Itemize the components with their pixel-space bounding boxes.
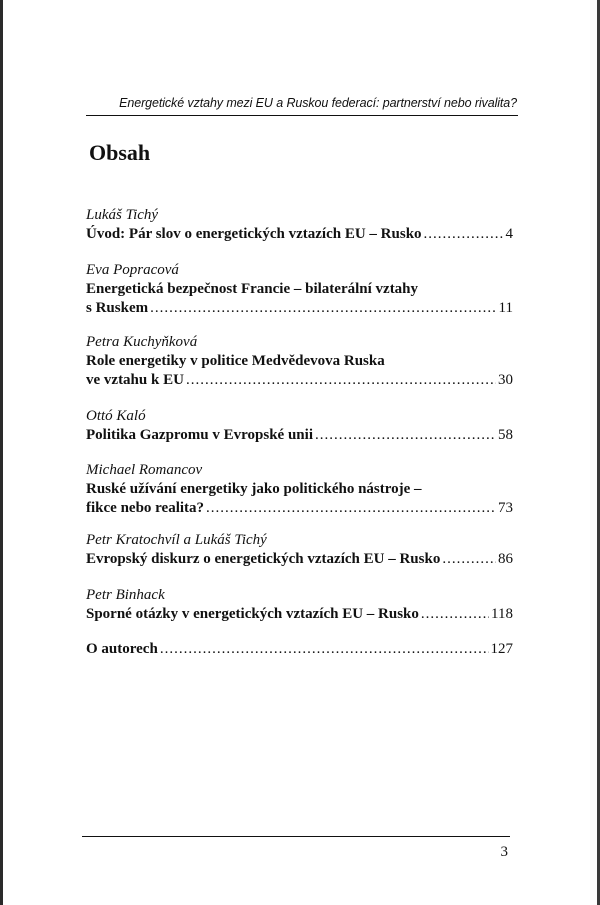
toc-entry-title-row[interactable] [86,225,513,244]
toc-entry-author: Eva Popracová [86,262,179,278]
toc-entry-author: Michael Romancov [86,462,203,478]
toc-entry-sporne[interactable] [86,586,513,624]
toc-entry-title[interactable]: Sporné otázky v energetických vztazích EU – Rusko [86,606,419,622]
toc-entry-diskurz[interactable] [86,531,513,569]
toc-entry-title[interactable]: Evropský diskurz o energetických vztazích EU – Rusko [86,551,441,567]
dot-leader [160,640,489,659]
header-rule [86,115,518,116]
dot-leader [421,605,489,624]
toc-entry-title[interactable]: ve vztahu k EU [86,372,184,388]
toc-entry-title[interactable]: fikce nebo realita? [86,500,205,516]
toc-entry-title[interactable]: Politika Gazpromu v Evropské unii [86,427,313,443]
toc-entry-page: 30 [498,372,513,388]
toc-entry-title-line[interactable]: Ruské užívání energetiky jako politického nástroje – [86,481,422,497]
toc-entry-title[interactable]: O autorech [86,641,158,657]
dot-leader [150,299,496,318]
toc-entry-francie[interactable] [86,261,513,318]
toc-entry-romancov[interactable] [86,461,513,518]
toc-entry-uvod[interactable] [86,206,513,244]
page-edge-left [0,0,3,905]
dot-leader [206,499,496,518]
dot-leader [186,371,496,390]
toc-entry-title-row[interactable] [86,640,513,659]
toc-entry-title-row[interactable] [86,426,513,445]
dot-leader [424,225,504,244]
toc-entry-page: 86 [498,551,513,567]
toc-entry-gazprom[interactable] [86,407,513,445]
toc-entry-title-row[interactable] [86,499,513,518]
toc-entry-title-row[interactable] [86,550,513,569]
running-header: Energetické vztahy mezi EU a Ruskou federací: partnerství nebo rivalita? [119,96,517,110]
toc-entry-title-line[interactable]: Role energetiky v politice Medvědevova Ruska [86,353,385,369]
toc-entry-author: Petr Binhack [86,587,165,603]
toc-entry-page: 58 [498,427,513,443]
toc-entry-title[interactable]: s Ruskem [86,300,149,316]
toc-entry-medvedev[interactable] [86,333,513,390]
toc-entry-page: 118 [491,606,513,622]
page-number: 3 [500,844,508,860]
toc-entry-title-row[interactable] [86,605,513,624]
toc-entry-page: 4 [505,226,513,242]
toc-entry-page: 127 [490,641,513,657]
toc-entry-author: Lukáš Tichý [86,207,159,223]
toc-entry-page: 73 [498,500,513,516]
toc-entry-page: 11 [498,300,513,316]
toc-entry-author: Ottó Kaló [86,408,146,424]
toc-entry-author: Petra Kuchyňková [86,334,198,350]
toc-title: Obsah [89,140,151,165]
toc-entry-author: Petr Kratochvíl a Lukáš Tichý [86,532,267,548]
toc-entry-title-row[interactable] [86,371,513,390]
dot-leader [315,426,496,445]
toc-entry-title-line[interactable]: Energetická bezpečnost Francie – bilaterální vztahy [86,281,419,297]
toc-entry-autori[interactable] [86,640,513,659]
toc-entry-title[interactable]: Úvod: Pár slov o energetických vztazích EU – Rusko [86,226,422,242]
footer-rule [82,836,510,837]
dot-leader [442,550,496,569]
toc-entry-title-row[interactable] [86,299,513,318]
